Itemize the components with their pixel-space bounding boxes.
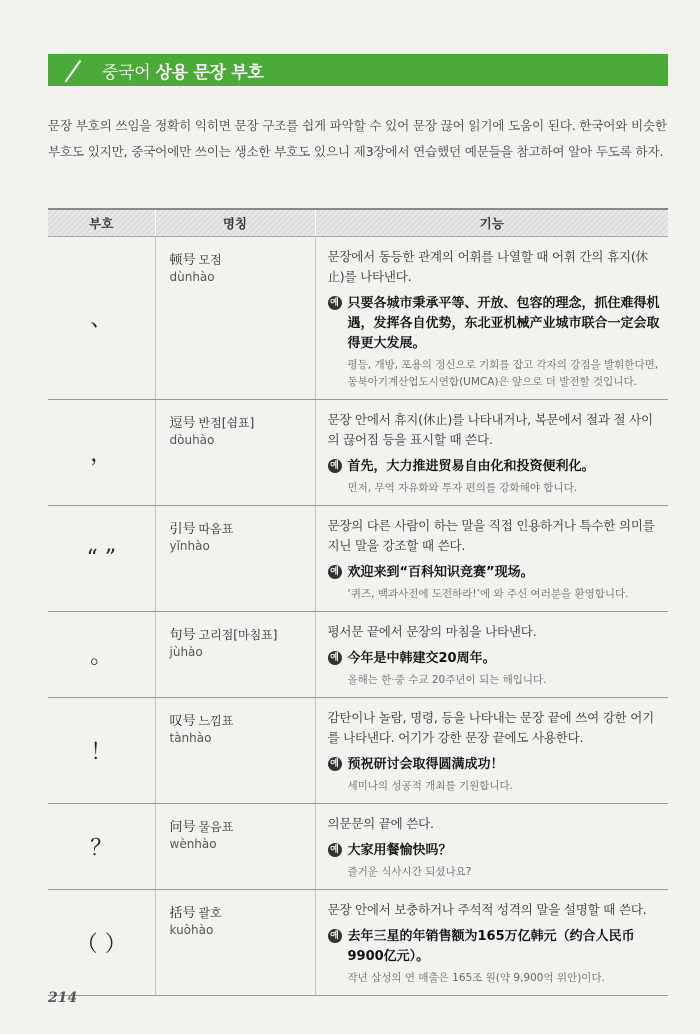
- function-desc: 감탄이나 놀람, 명령, 등을 나타내는 문장 끝에 쓰여 강한 어기를 나타낸다. 어기가 강한 문장 끝에도 사용한다.: [327, 709, 655, 745]
- punct-function-cell: [315, 803, 668, 889]
- name-zh: 叹号: [169, 713, 196, 729]
- table-header-row: [48, 209, 668, 236]
- name-zh: 引号: [169, 521, 196, 537]
- header-name: 명칭: [155, 209, 315, 236]
- example: [328, 755, 661, 795]
- example-zh: 去年三星的年销售额为165万亿韩元（约合人民币9900亿元）。: [347, 928, 635, 964]
- table-row: [48, 236, 668, 399]
- punct-name-cell: [155, 697, 315, 803]
- example-icon: 예: [328, 929, 342, 943]
- name-ko: 느낌표: [198, 713, 234, 728]
- punct-symbol: “ ”: [48, 505, 155, 611]
- punct-symbol: （ ）: [48, 889, 155, 995]
- intro-paragraph: 문장 부호의 쓰임을 정확히 익히면 문장 구조를 쉽게 파악할 수 있어 문장 끊어 읽기에 도움이 된다. 한국어와 비슷한 부호도 있지만, 중국어에만 쓰이는 생소한 부호도 있으니 제3장에서 연습했던 예문들을 참고하여 알아 두도록 하자.: [48, 118, 667, 159]
- slash-icon: [62, 54, 86, 86]
- example-icon: 예: [328, 651, 342, 665]
- header-symbol: 부호: [48, 209, 155, 236]
- example: [328, 841, 661, 881]
- function-desc: 문장 안에서 보충하거나 주석적 성격의 말을 설명할 때 쓴다.: [327, 901, 647, 917]
- punct-name-cell: [155, 611, 315, 697]
- name-ko: 따옴표: [198, 521, 234, 536]
- name-ko: 반점[쉼표]: [198, 415, 255, 430]
- name-zh: 句号: [169, 627, 196, 643]
- name-ko: 고리점[마침표]: [198, 627, 278, 642]
- example-zh: 今年是中韩建交20周年。: [347, 650, 496, 666]
- example: [328, 649, 661, 689]
- table-row: [48, 889, 668, 995]
- example-ko: 작년 삼성의 연 매출은 165조 원(약 9,900억 위안)이다.: [347, 971, 605, 984]
- name-ko: 물음표: [198, 819, 234, 834]
- punct-function-cell: [315, 505, 668, 611]
- function-desc: 평서문 끝에서 문장의 마침을 나타낸다.: [327, 623, 537, 639]
- example-icon: 예: [328, 459, 342, 473]
- example-icon: 예: [328, 565, 342, 579]
- name-pinyin: dòuhào: [169, 432, 215, 447]
- punct-name-cell: [155, 803, 315, 889]
- section-title: 중국어 상용 문장 부호: [102, 62, 264, 83]
- example-ko: 올해는 한·중 수교 20주년이 되는 해입니다.: [347, 673, 547, 686]
- name-pinyin: yǐnhào: [169, 538, 210, 553]
- table-row: [48, 697, 668, 803]
- name-pinyin: tànhào: [169, 730, 212, 745]
- function-desc: 문장 안에서 휴지(休止)를 나타내거나, 복문에서 절과 절 사이의 끊어짐 등을 표시할 때 쓴다.: [327, 411, 653, 447]
- example-ko: 즐거운 식사시간 되셨나요?: [347, 865, 472, 878]
- punct-function-cell: [315, 236, 668, 399]
- example-ko: 평등, 개방, 포용의 정신으로 기회를 잡고 각자의 강점을 발휘한다면, 동북아기계산업도시연합(UMCA)은 앞으로 더 발전할 것입니다.: [347, 358, 659, 388]
- section-title-bar: [48, 54, 668, 86]
- punct-name-cell: [155, 505, 315, 611]
- punct-symbol: ！: [48, 697, 155, 803]
- header-function: 기능: [315, 209, 668, 236]
- punct-symbol: ，: [48, 399, 155, 505]
- name-pinyin: jùhào: [169, 644, 203, 659]
- punct-name-cell: [155, 236, 315, 399]
- punct-name-cell: [155, 889, 315, 995]
- table-row: [48, 399, 668, 505]
- punct-function-cell: [315, 399, 668, 505]
- example-ko: 먼저, 무역 자유화와 투자 편의를 강화해야 합니다.: [347, 481, 578, 494]
- example-ko: 세미나의 성공적 개최를 기원합니다.: [347, 779, 513, 792]
- function-desc: 문장에서 동등한 관계의 어휘를 나열할 때 어휘 간의 휴지(休止)를 나타낸다.: [327, 248, 648, 284]
- name-zh: 括号: [169, 905, 196, 921]
- name-zh: 顿号: [169, 252, 196, 268]
- name-ko: 모점: [198, 252, 222, 267]
- name-zh: 问号: [169, 819, 196, 835]
- table-row: [48, 505, 668, 611]
- function-desc: 의문문의 끝에 쓴다.: [327, 815, 434, 831]
- name-pinyin: kuòhào: [169, 922, 214, 937]
- punct-symbol: 、: [48, 236, 155, 399]
- punct-function-cell: [315, 697, 668, 803]
- table-row: [48, 611, 668, 697]
- example-zh: 欢迎来到“百科知识竞赛”现场。: [347, 564, 534, 580]
- punct-function-cell: [315, 611, 668, 697]
- example: [328, 563, 661, 603]
- example-icon: 예: [328, 843, 342, 857]
- example-zh: 只要各城市秉承平等、开放、包容的理念，抓住难得机遇，发挥各自优势，东北亚机械产业城市联合一定会取得更大发展。: [347, 295, 660, 351]
- name-ko: 괄호: [198, 905, 222, 920]
- example-ko: ‘퀴즈, 백과사전에 도전하라!’에 와 주신 여러분을 환영합니다.: [347, 587, 629, 600]
- punct-function-cell: [315, 889, 668, 995]
- example: [328, 927, 661, 987]
- example-icon: 예: [328, 757, 342, 771]
- name-pinyin: wènhào: [169, 836, 217, 851]
- name-pinyin: dùnhào: [169, 269, 215, 284]
- table-row: [48, 803, 668, 889]
- example: [328, 294, 661, 391]
- name-zh: 逗号: [169, 415, 196, 431]
- example: [328, 457, 661, 497]
- punct-name-cell: [155, 399, 315, 505]
- function-desc: 문장의 다른 사람이 하는 말을 직접 인용하거나 특수한 의미를 지닌 말을 강조할 때 쓴다.: [327, 517, 655, 553]
- punct-symbol: ？: [48, 803, 155, 889]
- punct-symbol: 。: [48, 611, 155, 697]
- punctuation-table: [48, 208, 668, 996]
- example-zh: 首先，大力推进贸易自由化和投资便利化。: [347, 458, 595, 474]
- example-zh: 预祝研讨会取得圆满成功！: [347, 756, 504, 772]
- example-icon: 예: [328, 296, 342, 310]
- example-zh: 大家用餐愉快吗？: [347, 842, 452, 858]
- page-number: 214: [48, 990, 78, 1006]
